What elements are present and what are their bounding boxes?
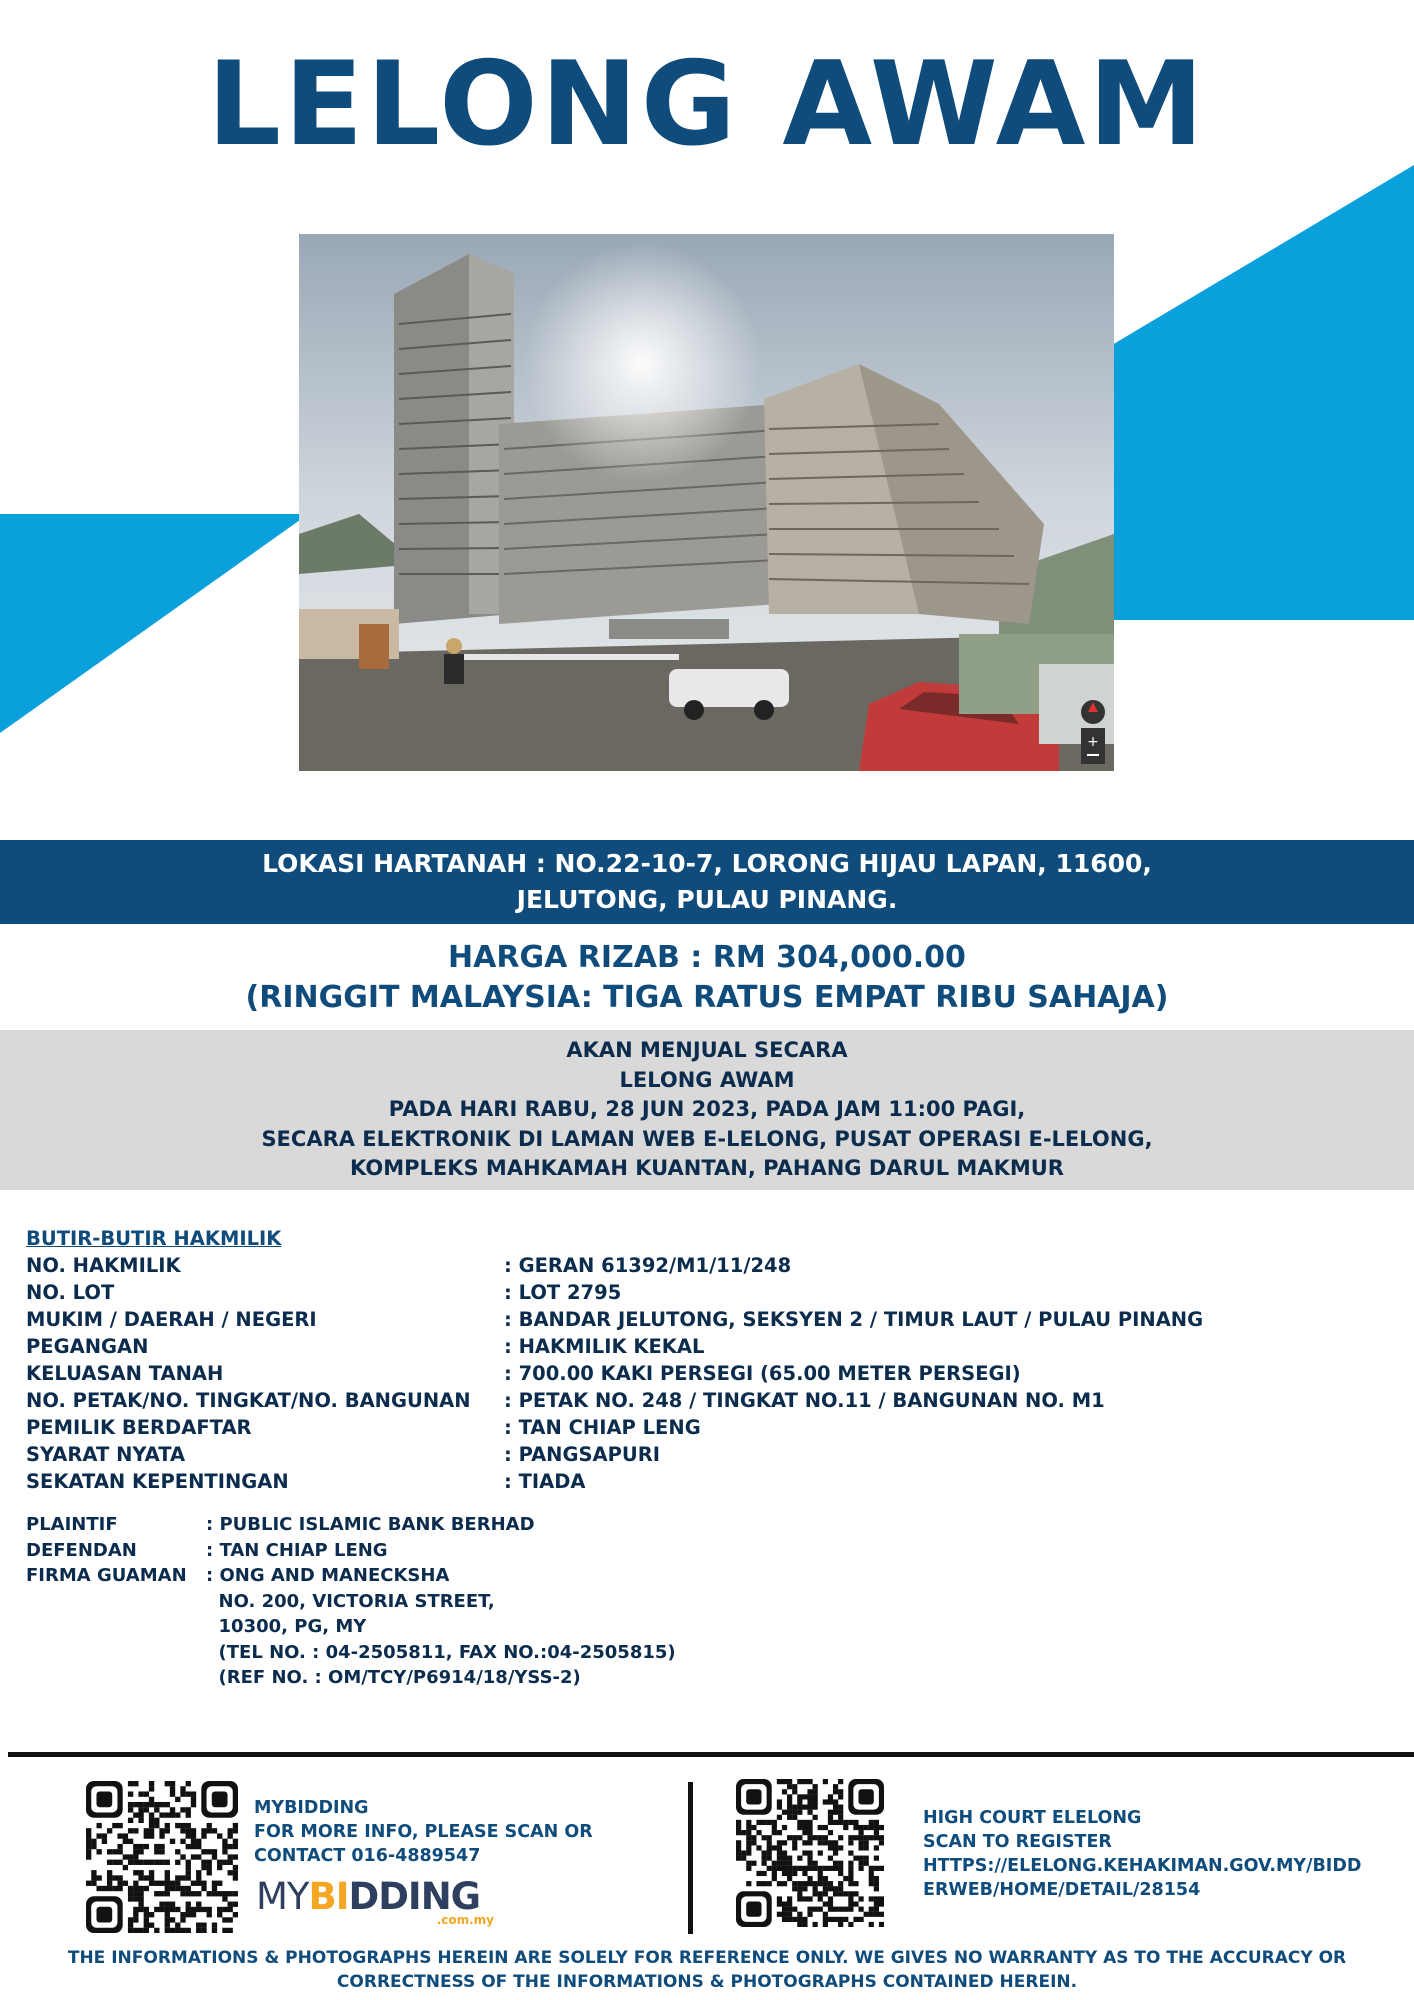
mybidding-line: CONTACT 016-4889547 [254, 1846, 481, 1866]
case-parties [26, 1512, 676, 1691]
bg-shape-right-upper [1112, 165, 1414, 514]
mybidding-contact [254, 1796, 593, 1868]
auction-line: PADA HARI RABU, 28 JUN 2023, PADA JAM 11:00 PAGI, [388, 1097, 1026, 1122]
detail-value: : HAKMILIK KEKAL [504, 1335, 705, 1358]
detail-row [26, 1414, 1203, 1441]
plaintiff-row [26, 1512, 676, 1538]
disclaimer-line-1: THE INFORMATIONS & PHOTOGRAPHS HEREIN ARE SOLELY FOR REFERENCE ONLY. WE GIVES NO WARRANTY AS TO THE ACCURACY OR [67, 1948, 1347, 1968]
detail-label: SEKATAN KEPENTINGAN [26, 1470, 289, 1493]
logo-bi: BI [308, 1875, 349, 1918]
detail-row [26, 1441, 1203, 1468]
detail-row [26, 1252, 1203, 1279]
detail-value: : GERAN 61392/M1/11/248 [504, 1254, 792, 1277]
defendant-row [26, 1538, 676, 1564]
detail-value: : LOT 2795 [504, 1281, 622, 1304]
detail-value: : TIADA [504, 1470, 586, 1493]
mybidding-logo [256, 1877, 516, 1931]
title-details [26, 1225, 1203, 1495]
law-firm-line: 10300, PG, MY [206, 1616, 367, 1637]
detail-label: PEMILIK BERDAFTAR [26, 1416, 252, 1439]
property-photo [299, 234, 1114, 771]
detail-row [26, 1468, 1203, 1495]
reserve-price-line-2: (RINGGIT MALAYSIA: TIGA RATUS EMPAT RIBU SAHAJA) [245, 980, 1169, 1015]
detail-value: : PANGSAPURI [504, 1443, 661, 1466]
page-title: LELONG AWAM [207, 37, 1207, 172]
auction-line: AKAN MENJUAL SECARA [566, 1038, 848, 1063]
law-firm-label: FIRMA GUAMAN [26, 1565, 187, 1586]
reserve-price [0, 938, 1414, 1018]
detail-row [26, 1360, 1203, 1387]
elelong-line: HIGH COURT ELELONG [923, 1808, 1142, 1828]
detail-value: : PETAK NO. 248 / TINGKAT NO.11 / BANGUNAN NO. M1 [504, 1389, 1105, 1412]
detail-label: NO. HAKMILIK [26, 1254, 181, 1277]
detail-label: NO. LOT [26, 1281, 115, 1304]
disclaimer [0, 1946, 1414, 1994]
law-firm-line: (REF NO. : OM/TCY/P6914/18/YSS-2) [206, 1667, 581, 1688]
svg-text:+: + [1087, 734, 1099, 750]
plaintiff-value: : PUBLIC ISLAMIC BANK BERHAD [206, 1514, 535, 1535]
mybidding-line: FOR MORE INFO, PLEASE SCAN OR [254, 1822, 593, 1842]
elelong-line: SCAN TO REGISTER [923, 1832, 1112, 1852]
auction-line: KOMPLEKS MAHKAMAH KUANTAN, PAHANG DARUL MAKMUR [350, 1156, 1064, 1181]
detail-label: KELUASAN TANAH [26, 1362, 224, 1385]
footer-vertical-divider [688, 1782, 693, 1934]
location-line-1: LOKASI HARTANAH : NO.22-10-7, LORONG HIJAU LAPAN, 11600, [262, 849, 1152, 878]
detail-label: MUKIM / DAERAH / NEGERI [26, 1308, 317, 1331]
logo-domain: .com.my [436, 1913, 494, 1927]
logo-dding: DDING [348, 1875, 481, 1918]
reserve-price-line-1: HARGA RIZAB : RM 304,000.00 [448, 940, 966, 975]
elelong-link[interactable]: HTTPS://ELELONG.KEHAKIMAN.GOV.MY/BIDD [923, 1856, 1362, 1876]
law-firm-row [26, 1563, 676, 1691]
elelong-link[interactable]: ERWEB/HOME/DETAIL/28154 [923, 1880, 1201, 1900]
location-line-2: JELUTONG, PULAU PINANG. [516, 885, 898, 914]
defendant-label: DEFENDAN [26, 1539, 137, 1561]
defendant-value: : TAN CHIAP LENG [206, 1539, 388, 1561]
logo-my: MY [256, 1875, 309, 1918]
auction-notice [0, 1030, 1414, 1190]
bg-shape-right-lower [1112, 514, 1414, 620]
disclaimer-line-2: CORRECTNESS OF THE INFORMATIONS & PHOTOGRAPHS CONTAINED HEREIN. [336, 1972, 1078, 1992]
elelong-register [923, 1806, 1361, 1902]
detail-row [26, 1387, 1203, 1414]
compass-zoom-control-icon [1081, 700, 1105, 764]
law-firm-line: (TEL NO. : 04-2505811, FAX NO.:04-2505815) [206, 1641, 676, 1663]
detail-value: : TAN CHIAP LENG [504, 1416, 701, 1439]
detail-label: SYARAT NYATA [26, 1443, 186, 1466]
footer-divider [8, 1752, 1414, 1757]
detail-label: NO. PETAK/NO. TINGKAT/NO. BANGUNAN [26, 1389, 471, 1412]
auction-line: SECARA ELEKTRONIK DI LAMAN WEB E-LELONG, PUSAT OPERASI E-LELONG, [261, 1126, 1153, 1151]
detail-row [26, 1279, 1203, 1306]
plaintiff-label: PLAINTIF [26, 1514, 118, 1535]
title-details-heading: BUTIR-BUTIR HAKMILIK [26, 1227, 282, 1250]
mybidding-line: MYBIDDING [254, 1798, 369, 1818]
detail-value: : BANDAR JELUTONG, SEKSYEN 2 / TIMUR LAUT / PULAU PINANG [504, 1308, 1204, 1331]
law-firm-line: NO. 200, VICTORIA STREET, [206, 1590, 495, 1612]
detail-label: PEGANGAN [26, 1335, 149, 1358]
detail-row [26, 1333, 1203, 1360]
detail-value: : 700.00 KAKI PERSEGI (65.00 METER PERSEGI) [504, 1362, 1021, 1385]
detail-row [26, 1306, 1203, 1333]
auction-line: LELONG AWAM [619, 1067, 795, 1092]
property-location-banner [0, 840, 1414, 924]
qr-code-elelong-icon[interactable] [736, 1779, 884, 1927]
qr-code-mybidding-icon[interactable] [86, 1781, 238, 1933]
law-firm-line: : ONG AND MANECKSHA [206, 1565, 450, 1586]
